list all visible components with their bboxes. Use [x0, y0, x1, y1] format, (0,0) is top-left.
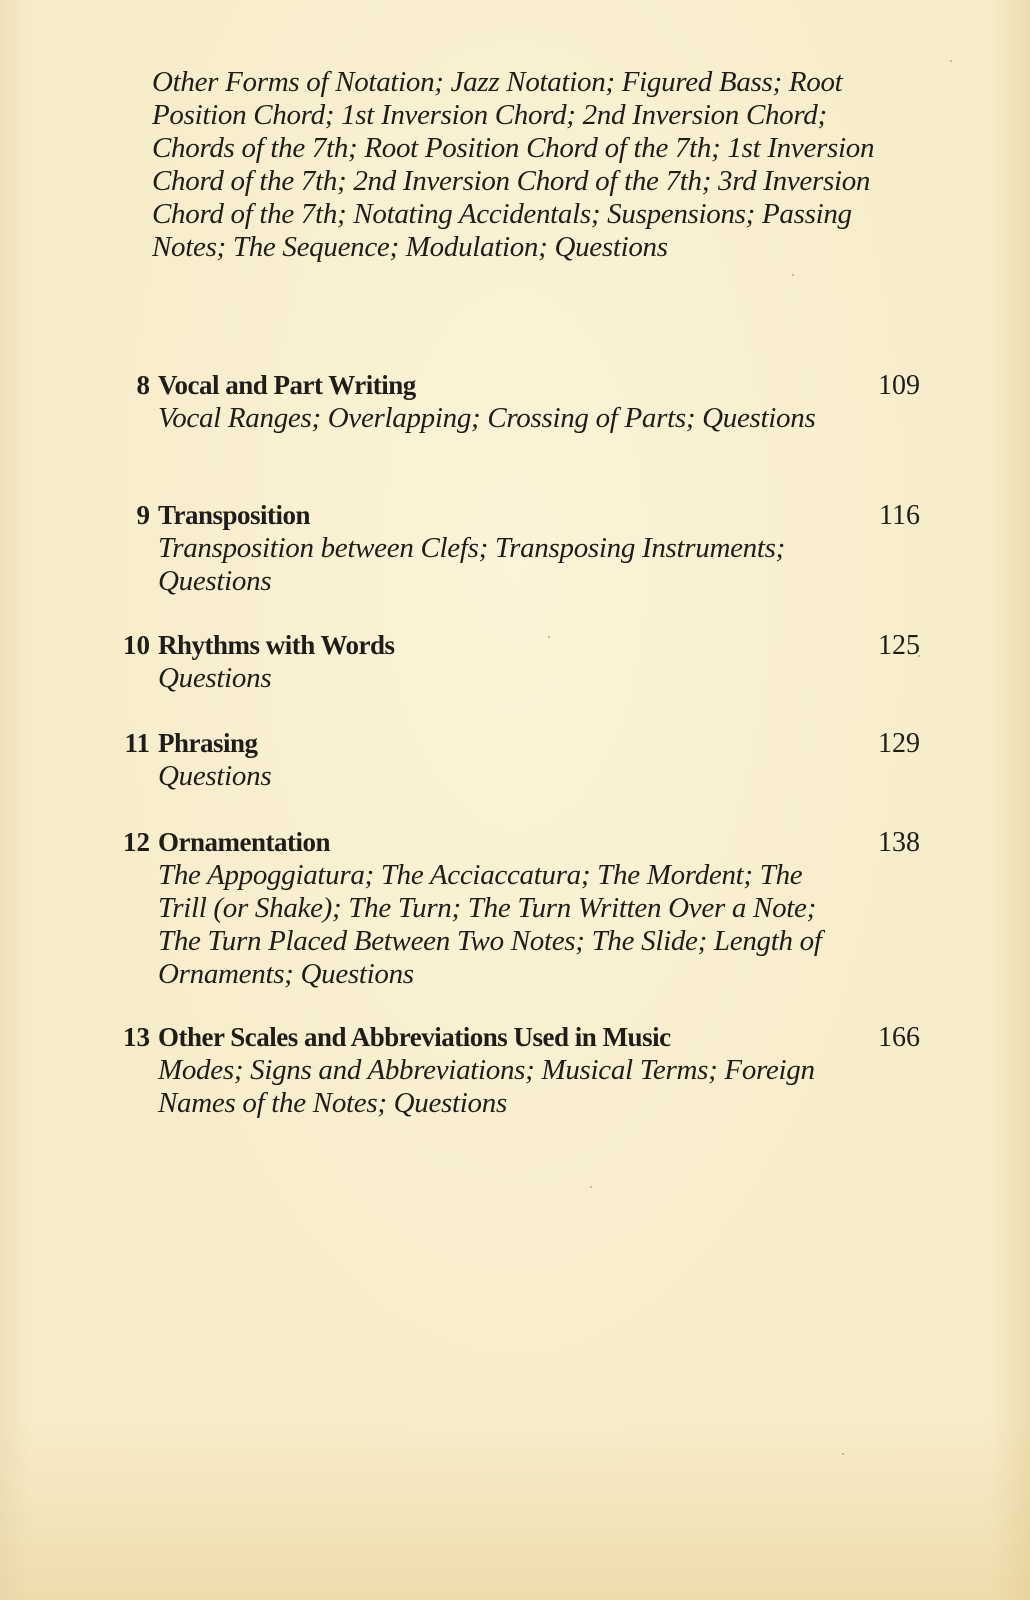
page-number: 109 [878, 370, 920, 401]
paper-speck [590, 1186, 592, 1188]
chapter-title: Vocal and Part Writing [158, 370, 416, 400]
chapter-title: Phrasing [158, 728, 258, 758]
chapter-number: 12 [123, 827, 150, 857]
paper-speck [548, 636, 550, 638]
chapter-title: Ornamentation [158, 827, 330, 857]
page-number: 116 [879, 500, 920, 531]
chapter-topics: Vocal Ranges; Overlapping; Crossing of Parts; Questions [158, 402, 816, 434]
chapter-number: 10 [123, 630, 150, 660]
chapter-topics: The Appoggiatura; The Acciaccatura; The Mordent; The Trill (or Shake); The Turn; The Turn Written Over a Note; The Turn Placed Between Two Notes; The Slide; Length of Ornaments; Questions [158, 859, 822, 990]
chapter-number: 8 [136, 370, 150, 400]
chapter-title: Transposition [158, 500, 311, 530]
chapter-number: 11 [124, 728, 150, 758]
chapter-topics: Questions [158, 662, 272, 694]
chapter-title: Rhythms with Words [158, 630, 395, 660]
chapter-topics: Questions [158, 760, 272, 792]
chapter-topics: Transposition between Clefs; Transposing Instruments; Questions [158, 532, 785, 597]
paper-speck [918, 655, 920, 657]
chapter-topics: Modes; Signs and Abbreviations; Musical Terms; Foreign Names of the Notes; Questions [158, 1054, 815, 1119]
chapter-number: 13 [123, 1022, 150, 1052]
page-number: 125 [878, 630, 920, 661]
page-number: 129 [878, 728, 920, 759]
chapter-title: Other Scales and Abbreviations Used in Music [158, 1022, 671, 1052]
paper-speck [792, 274, 794, 276]
paper-speck [950, 60, 952, 62]
page-number: 166 [878, 1022, 920, 1053]
chapter-number: 9 [136, 500, 150, 530]
chapter-7-topics-continued: Other Forms of Notation; Jazz Notation; Figured Bass; Root Position Chord; 1st Inversion Chord; 2nd Inversion Chord; Chords of the 7th; Root Position Chord of the 7th; 1st Inversion Chord of the 7th; 2nd Inversion Chord of the 7th; 3rd Inversion Chord of the 7th; Notating Accidentals; Suspensions; Passing Notes; The Sequence; Modulation; Questions [152, 66, 875, 263]
paper-speck [842, 1453, 844, 1455]
page-number: 138 [878, 827, 920, 858]
